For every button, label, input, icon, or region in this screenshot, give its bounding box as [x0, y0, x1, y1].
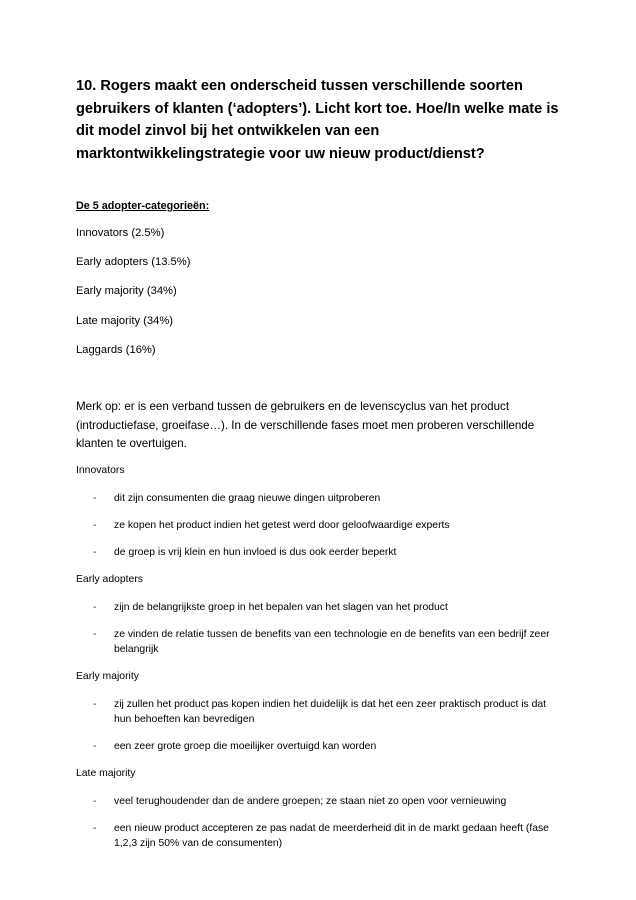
group-title-late-majority: Late majority	[76, 767, 136, 779]
category-item: Early adopters (13.5%)	[76, 256, 191, 269]
group-bullets-early-adopters	[76, 600, 566, 658]
dash-marker: -	[93, 520, 97, 531]
dash-marker: -	[93, 822, 97, 834]
group-bullets-late-majority	[76, 794, 566, 852]
bullet-text: dit zijn consumenten die graag nieuwe dingen uitproberen	[114, 493, 381, 504]
list-item	[76, 545, 566, 561]
dash-marker: -	[93, 698, 97, 710]
bullet-text: een nieuw product accepteren ze pas nadat de meerderheid dit in de markt gedaan heeft (fase 1,2,3 zijn 50% van de consumenten)	[114, 822, 549, 849]
group-title-early-majority: Early majority	[76, 670, 139, 682]
bullet-text: de groep is vrij klein en hun invloed is dus ook eerder beperkt	[114, 547, 397, 558]
group-title-innovators: Innovators	[76, 465, 125, 476]
list-item	[76, 794, 566, 810]
category-item: Early majority (34%)	[76, 285, 177, 298]
list-item	[76, 627, 566, 658]
dash-marker: -	[93, 741, 97, 752]
list-item	[76, 600, 566, 616]
bullet-text: zij zullen het product pas kopen indien het duidelijk is dat het een zeer praktisch product is dat hun behoeften kan bevredigen	[114, 698, 547, 725]
bullet-text: ze vinden de relatie tussen de benefits van een technologie en de benefits van een bedrijf zeer belangrijk	[114, 628, 550, 655]
dash-marker: -	[93, 493, 97, 504]
bullet-text: een zeer grote groep die moeilijker overtuigd kan worden	[114, 741, 377, 752]
adopter-groups	[76, 464, 566, 864]
group-title-early-adopters: Early adopters	[76, 573, 143, 585]
dash-marker: -	[93, 628, 97, 640]
question-heading: 10. Rogers maakt een onderscheid tussen verschillende soorten gebruikers of klanten (‘adopters’). Licht kort toe. Hoe/In welke mate is dit model zinvol bij het ontwikkelen van een marktontwikkelingstrategie voor uw nieuw product/dienst?	[76, 78, 559, 162]
dash-marker: -	[93, 547, 97, 558]
group-bullets-early-majority	[76, 697, 566, 755]
category-item: Innovators (2.5%)	[76, 227, 165, 239]
bullet-text: ze kopen het product indien het getest werd door geloofwaardige experts	[114, 520, 450, 531]
category-item: Laggards (16%)	[76, 343, 156, 356]
adopter-categories-heading: De 5 adopter-categorieën:	[76, 200, 210, 212]
adopter-categories-list	[76, 226, 190, 372]
category-item: Late majority (34%)	[76, 314, 173, 327]
list-item	[76, 739, 566, 755]
bullet-text: veel terughoudender dan de andere groepen; ze staan niet zo open voor vernieuwing	[114, 795, 507, 807]
list-item	[76, 518, 566, 534]
list-item	[76, 697, 566, 728]
dash-marker: -	[93, 795, 97, 807]
bullet-text: zijn de belangrijkste groep in het bepalen van het slagen van het product	[114, 601, 448, 613]
list-item	[76, 821, 566, 852]
group-bullets-innovators	[76, 491, 566, 561]
lifecycle-note: Merk op: er is een verband tussen de gebruikers en de levenscyclus van het product (introductiefase, groeifase…). In de verschillende fases moet men proberen verschillende klanten te overtuigen.	[76, 400, 535, 450]
list-item	[76, 491, 566, 507]
dash-marker: -	[93, 601, 97, 613]
